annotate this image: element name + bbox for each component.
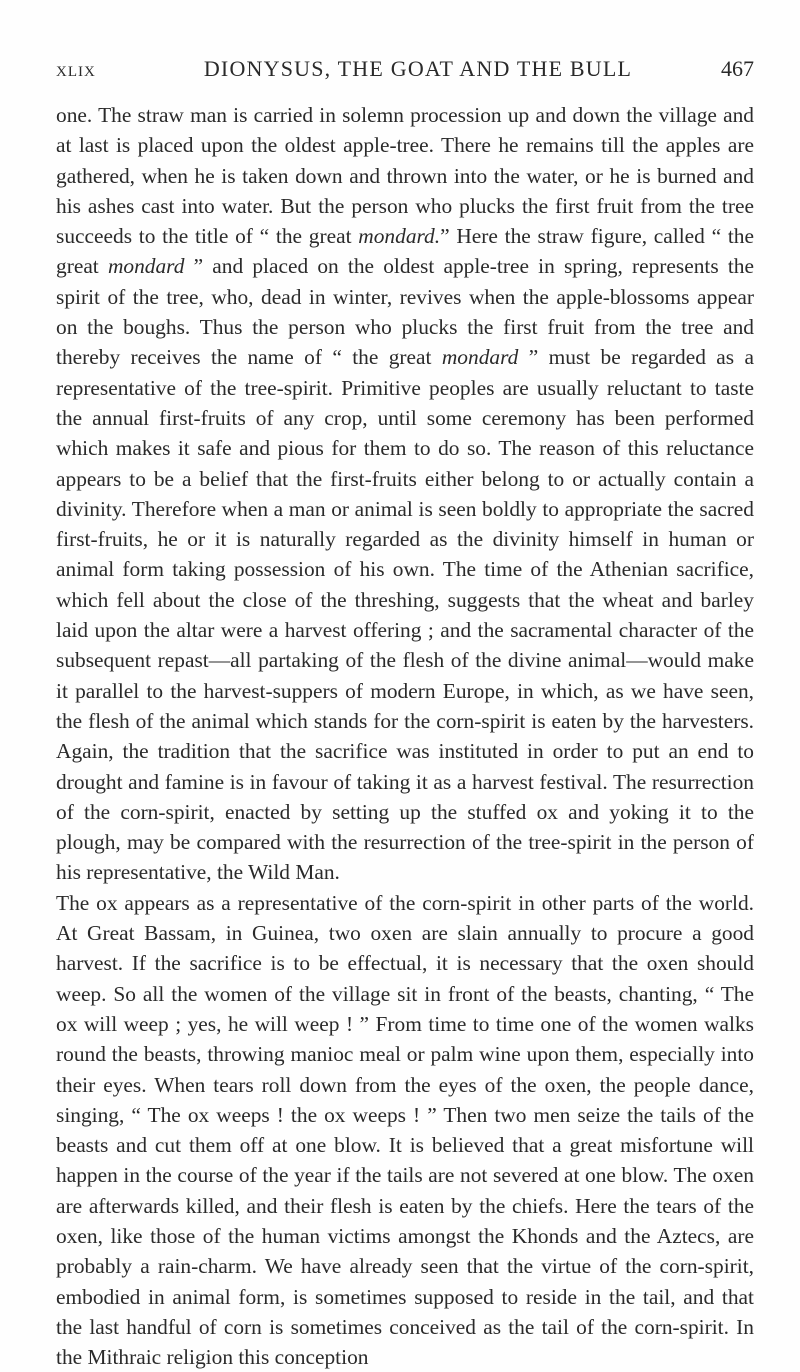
page-number: 467 [721,56,754,81]
italic-term: mondard [441,345,519,370]
running-title: DIONYSUS, THE GOAT AND THE BULL [203,56,633,81]
text-segment: one. The straw man is carried in solemn procession up and down the village and at last is placed upon the oldest apple-tree. There he remains till the apples are gathered, when he is taken down and thrown into the water, or he is burned and his ashes cast into water. But the person who plucks the first fruit from the tree succeeds to the title of “ the great [56,103,754,249]
paragraph-1 [56,100,754,888]
paragraph-2 [56,888,754,1372]
book-page [56,56,754,1372]
text-segment: ” Here the straw figure, called “ the great [56,224,754,279]
italic-term: mondard [107,254,185,279]
text-segment: ” and placed on the oldest apple-tree in spring, represents the spirit of the tree, who, dead in winter, revives when the apple-blossoms appear on the boughs. Thus the person who plucks the first fruit from the tree and thereby receives the name of “ the great [56,254,754,370]
chapter-number: XLIX [56,64,96,80]
italic-term: mondard. [358,224,441,249]
running-head [56,56,754,86]
text-segment: ” must be regarded as a representative of the tree-spirit. Primitive peoples are usually reluctant to taste the annual first-fruits of any crop, until some ceremony has been performed which makes it safe and pious for them to do so. The reason of this reluctance appears to be a belief that the first-fruits either belong to or actually contain a divinity. Therefore when a man or animal is seen boldly to appropriate the sacred first-fruits, he or it is naturally regarded as the divinity himself in human or animal form taking possession of his own. The time of the Athenian sacrifice, which fell about the close of the threshing, suggests that the wheat and barley laid upon the altar were a harvest offering ; and the sacramental character of the subsequent repast—all partaking of the flesh of the divine animal—would make it parallel to the harvest-suppers of modern Europe, in which, as we have seen, the flesh of the animal which stands for the corn-spirit is eaten by the harvesters. Again, the tradition that the sacrifice was instituted in order to put an end to drought and famine is in favour of taking it as a harvest festival. The resurrection of the corn-spirit, enacted by setting up the stuffed ox and yoking it to the plough, may be compared with the resurrection of the tree-spirit in the person of his representative, the Wild Man. [56,345,754,885]
body-text [56,100,754,1372]
text-segment: The ox appears as a representative of the corn-spirit in other parts of the world. At Great Bassam, in Guinea, two oxen are slain annually to procure a good harvest. If the sacrifice is to be effectual, it is necessary that the oxen should weep. So all the women of the village sit in front of the beasts, chanting, “ The ox will weep ; yes, he will weep ! ” From time to time one of the women walks round the beasts, throwing manioc meal or palm wine upon them, especially into their eyes. When tears roll down from the eyes of the oxen, the people dance, singing, “ The ox weeps ! the ox weeps ! ” Then two men seize the tails of the beasts and cut them off at one blow. It is believed that a great misfortune will happen in the course of the year if the tails are not severed at one blow. The oxen are afterwards killed, and their flesh is eaten by the chiefs. Here the tears of the oxen, like those of the human victims amongst the Khonds and the Aztecs, are probably a rain-charm. We have already seen that the virtue of the corn-spirit, embodied in animal form, is sometimes supposed to reside in the tail, and that the last handful of corn is sometimes conceived as the tail of the corn-spirit. In the Mithraic religion this conception [56,890,754,1370]
